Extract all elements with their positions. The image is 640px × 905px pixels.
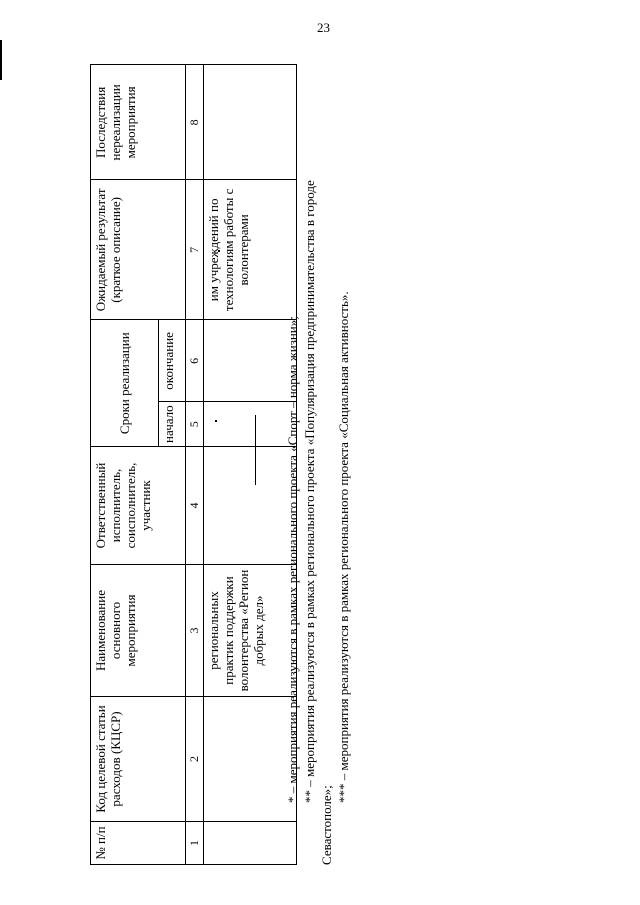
header-kcsr: Код целевой статьи расходов (КЦСР) [91, 697, 186, 822]
header-consequences: Последствия нереализации мероприятия [91, 65, 186, 180]
header-end: окончание [159, 320, 186, 402]
cell-consequences [204, 65, 297, 180]
cell-number [204, 822, 297, 865]
table-row [204, 65, 297, 865]
cell-responsible [204, 447, 297, 565]
column-number: 6 [186, 320, 204, 402]
column-number: 2 [186, 697, 204, 822]
cell-expected-result: им учреждений по технологиям работы с волонтерами [204, 180, 297, 320]
footnote-separator [255, 415, 256, 485]
header-expected-result: Ожидаемый результат (краткое описание) [91, 180, 186, 320]
column-number: 3 [186, 565, 204, 697]
column-number: 7 [186, 180, 204, 320]
header-number: № п/п [91, 822, 186, 865]
footnote-1: * – мероприятия реализуются в рамках регионального проекта «Спорт – норма жизни»; [285, 316, 300, 803]
header-responsible: Ответственный исполнитель, соисполнитель, участник [91, 447, 186, 565]
header-start: начало [159, 402, 186, 447]
measures-table [90, 64, 297, 865]
footnote-2: ** – мероприятия реализуются в рамках регионального проекта «Популяризация предпринимательства в городе [302, 180, 317, 803]
header-measure-name: Наименование основного мероприятия [91, 565, 186, 697]
cell-measure-name: региональных практик поддержки волонтерства «Регион добрых дел» [204, 565, 297, 697]
footnote-3: *** – мероприятия реализуются в рамках регионального проекта «Социальная активность». [336, 291, 351, 803]
cell-kcsr [204, 697, 297, 822]
column-number: 1 [186, 822, 204, 865]
column-number: 8 [186, 65, 204, 180]
cell-end [204, 320, 297, 402]
column-number: 4 [186, 447, 204, 565]
footnote-2-cont: Севастополе»; [319, 785, 334, 865]
page-number: 23 [317, 20, 330, 35]
column-number: 5 [186, 402, 204, 447]
cell-start [204, 402, 297, 447]
rotated-landscape-content [0, 45, 475, 865]
header-timeline: Сроки реализации [91, 320, 159, 447]
column-number-row [186, 65, 204, 865]
